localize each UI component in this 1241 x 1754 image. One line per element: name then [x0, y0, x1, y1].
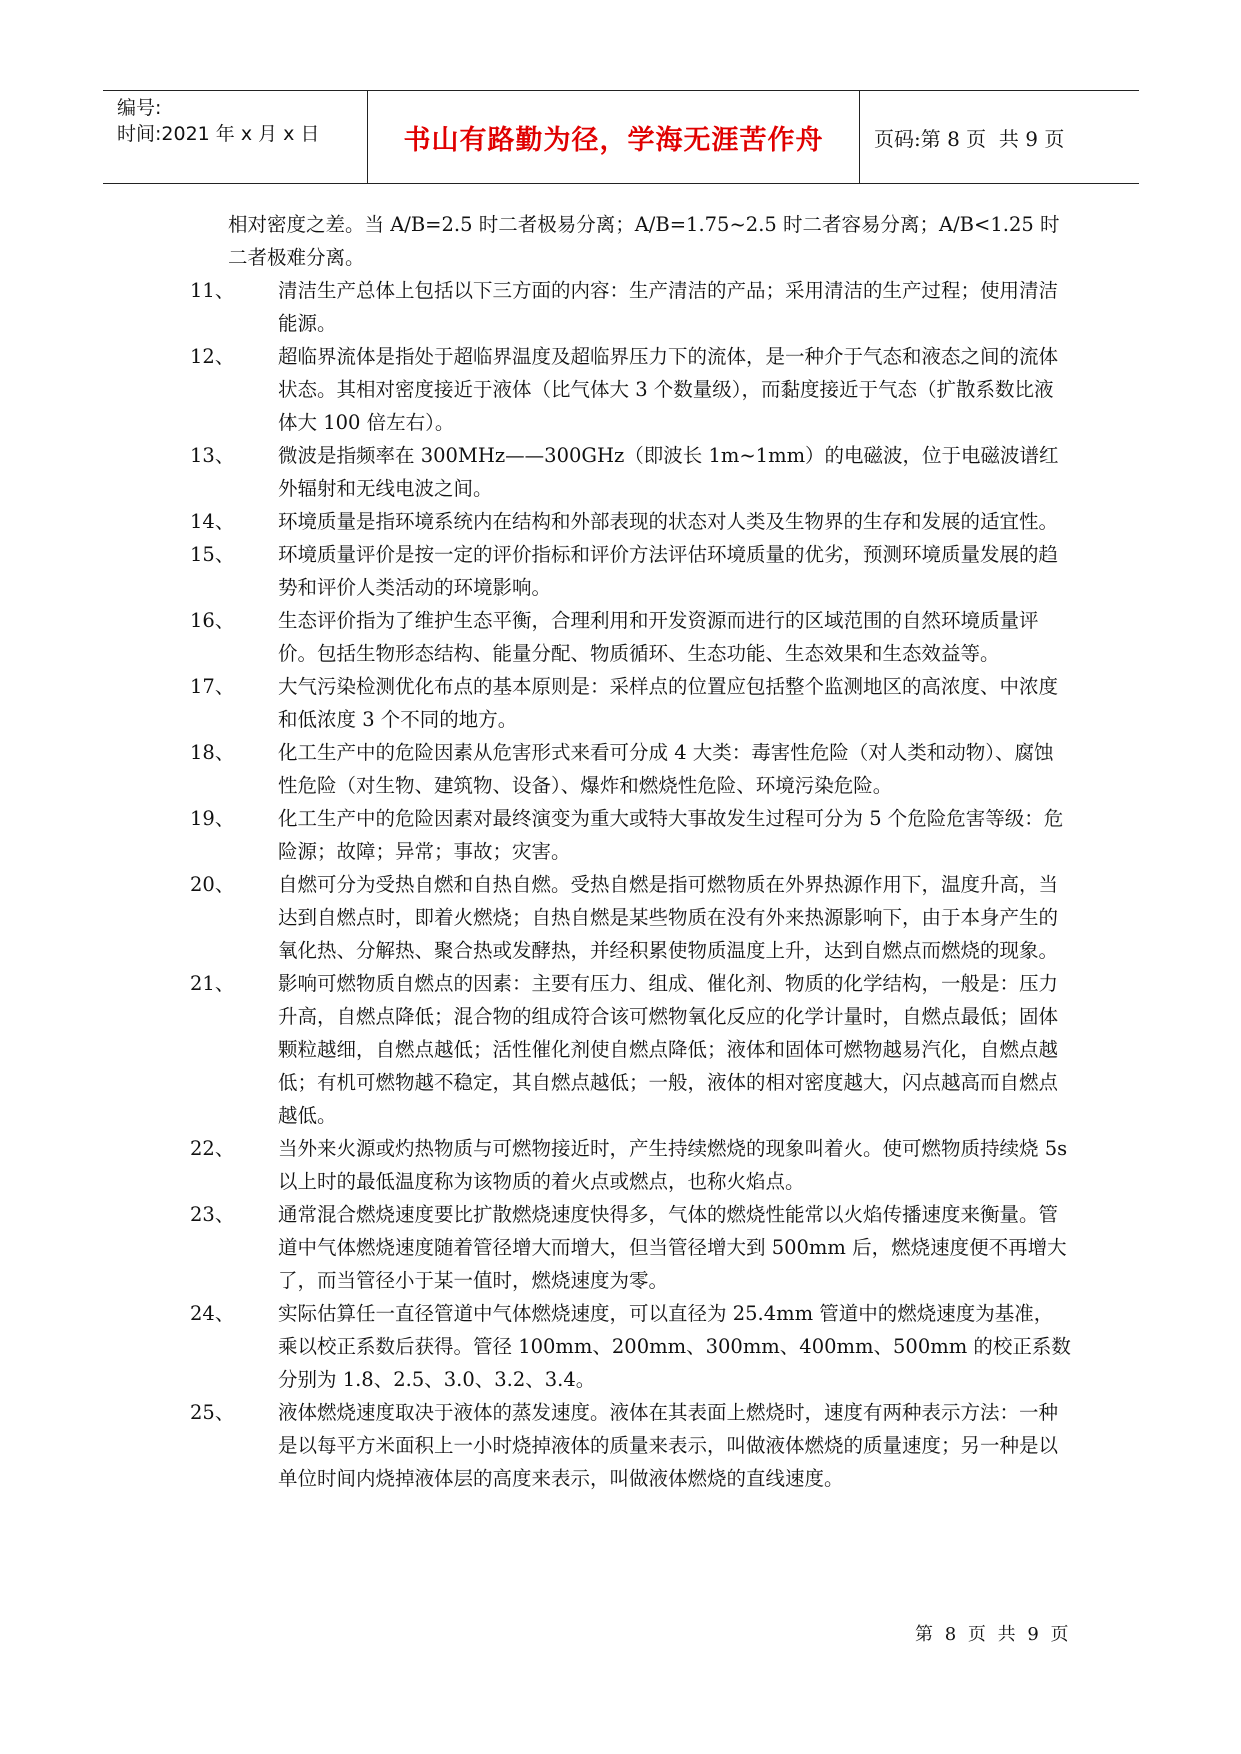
list-item: [190, 505, 1072, 538]
list-item: [190, 802, 1072, 868]
item-number: 21、: [190, 972, 235, 995]
list-item: [190, 1198, 1072, 1297]
item-number: 12、: [190, 345, 235, 368]
item-number: 18、: [190, 741, 235, 764]
item-text: 通常混合燃烧速度要比扩散燃烧速度快得多，气体的燃烧性能常以火焰传播速度来衡量。管道中气体燃烧速度随着管径增大而增大，但当管径增大到 500mm 后，燃烧速度便不再增大了，而当管径小于某一值时，燃烧速度为零。: [278, 1203, 1067, 1292]
item-number: 15、: [190, 543, 235, 566]
item-text: 超临界流体是指处于超临界温度及超临界压力下的流体，是一种介于气态和液态之间的流体状态。其相对密度接近于液体（比气体大 3 个数量级），而黏度接近于气态（扩散系数比液体大 100 倍左右）。: [278, 345, 1059, 434]
item-text: 实际估算任一直径管道中气体燃烧速度，可以直径为 25.4mm 管道中的燃烧速度为基准，乘以校正系数后获得。管径 100mm、200mm、300mm、400mm、500mm 的校正系数分别为 1.8、2.5、3.0、3.2、3.4。: [278, 1302, 1071, 1391]
item-number: 20、: [190, 873, 235, 896]
list-item: [190, 604, 1072, 670]
time-label: 时间:2021 年 x 月 x 日: [117, 123, 320, 145]
item-text: 清洁生产总体上包括以下三方面的内容：生产清洁的产品；采用清洁的生产过程；使用清洁能源。: [278, 279, 1059, 335]
item-number: 19、: [190, 807, 235, 830]
item-text: 生态评价指为了维护生态平衡，合理利用和开发资源而进行的区域范围的自然环境质量评价。包括生物形态结构、能量分配、物质循环、生态功能、生态效果和生态效益等。: [278, 609, 1039, 665]
document-body: [190, 208, 1072, 1495]
item-text: 液体燃烧速度取决于液体的蒸发速度。液体在其表面上燃烧时，速度有两种表示方法：一种是以每平方米面积上一小时烧掉液体的质量来表示，叫做液体燃烧的质量速度；另一种是以单位时间内烧掉液体层的高度来表示，叫做液体燃烧的直线速度。: [278, 1401, 1059, 1490]
list-item: [190, 670, 1072, 736]
item-text: 化工生产中的危险因素对最终演变为重大或特大事故发生过程可分为 5 个危险危害等级：危险源；故障；异常；事故；灾害。: [278, 807, 1064, 863]
item-text: 化工生产中的危险因素从危害形式来看可分成 4 大类：毒害性危险（对人类和动物）、腐蚀性危险（对生物、建筑物、设备）、爆炸和燃烧性危险、环境污染危险。: [278, 741, 1054, 797]
item-number: 25、: [190, 1401, 235, 1424]
item-number: 11、: [190, 279, 235, 302]
list-item: [190, 439, 1072, 505]
item-number: 13、: [190, 444, 235, 467]
list-item: [190, 274, 1072, 340]
item-number: 23、: [190, 1203, 235, 1226]
item-text: 自燃可分为受热自燃和自热自燃。受热自燃是指可燃物质在外界热源作用下，温度升高，当达到自燃点时，即着火燃烧；自热自燃是某些物质在没有外来热源影响下，由于本身产生的氧化热、分解热、聚合热或发酵热，并经积累使物质温度上升，达到自燃点而燃烧的现象。: [278, 873, 1059, 962]
item-number: 22、: [190, 1137, 235, 1160]
item-text: 影响可燃物质自燃点的因素：主要有压力、组成、催化剂、物质的化学结构，一般是：压力升高，自燃点降低；混合物的组成符合该可燃物氧化反应的化学计量时，自燃点最低；固体颗粒越细，自燃点越低；活性催化剂使自燃点降低；液体和固体可燃物越易汽化，自燃点越低；有机可燃物越不稳定，其自燃点越低；一般，液体的相对密度越大，闪点越高而自燃点越低。: [278, 972, 1059, 1127]
page-header: [103, 90, 1139, 184]
list-item: [190, 340, 1072, 439]
id-label: 编号:: [117, 97, 162, 119]
item-number: 16、: [190, 609, 235, 632]
item-number: 17、: [190, 675, 235, 698]
item-number: 14、: [190, 510, 235, 533]
page-label: 页码:第 8 页 共 9 页: [874, 126, 1065, 151]
list-item: [190, 538, 1072, 604]
header-motto: 书山有路勤为径，学海无涯苦作舟: [368, 91, 860, 183]
list-item: [190, 1297, 1072, 1396]
list-item: [190, 1132, 1072, 1198]
item-text: 环境质量是指环境系统内在结构和外部表现的状态对人类及生物界的生存和发展的适宜性。: [278, 510, 1059, 533]
item-text: 当外来火源或灼热物质与可燃物接近时，产生持续燃烧的现象叫着火。使可燃物质持续烧 5s 以上时的最低温度称为该物质的着火点或燃点，也称火焰点。: [278, 1137, 1068, 1193]
numbered-list: [190, 274, 1072, 1495]
item-text: 微波是指频率在 300MHz——300GHz（即波长 1m~1mm）的电磁波，位于电磁波谱红外辐射和无线电波之间。: [278, 444, 1059, 500]
item-text: 环境质量评价是按一定的评价指标和评价方法评估环境质量的优劣，预测环境质量发展的趋势和评价人类活动的环境影响。: [278, 543, 1059, 599]
header-page-info: [860, 91, 1139, 183]
header-meta: [103, 91, 368, 183]
list-item: [190, 868, 1072, 967]
continuation-paragraph: 相对密度之差。当 A/B=2.5 时二者极易分离；A/B=1.75~2.5 时二者容易分离；A/B<1.25 时二者极难分离。: [228, 213, 1060, 269]
page-footer: 第 8 页 共 9 页: [915, 1624, 1069, 1645]
list-item: [190, 1396, 1072, 1495]
list-item: [190, 736, 1072, 802]
list-item: [190, 967, 1072, 1132]
item-text: 大气污染检测优化布点的基本原则是：采样点的位置应包括整个监测地区的高浓度、中浓度和低浓度 3 个不同的地方。: [278, 675, 1059, 731]
item-number: 24、: [190, 1302, 235, 1325]
